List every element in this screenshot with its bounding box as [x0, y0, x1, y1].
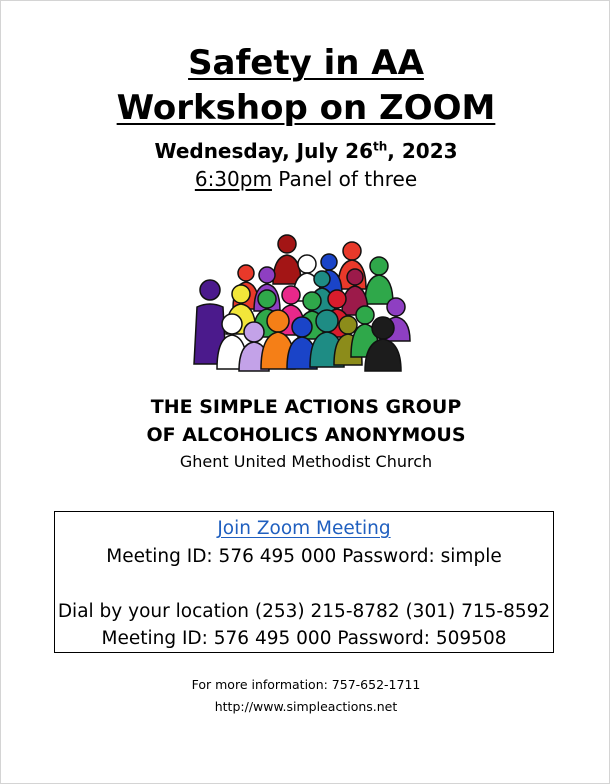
group-name-line-1: THE SIMPLE ACTIONS GROUP: [150, 396, 462, 418]
figure-green-back: [365, 257, 393, 304]
date-prefix: Wednesday, July 26: [154, 139, 374, 163]
date-suffix: , 2023: [387, 139, 458, 163]
event-date: [1, 139, 610, 163]
date-ordinal: th: [373, 139, 388, 154]
group-name-line-2: OF ALCOHOLICS ANONYMOUS: [146, 424, 466, 446]
church-name: Ghent United Methodist Church: [179, 452, 433, 471]
dial-in-numbers: Dial by your location (253) 215-8782 (301) 715-8592: [57, 601, 551, 622]
time-value: 6:30pm: [194, 167, 272, 191]
title-line-2: Workshop on ZOOM: [116, 88, 496, 128]
diverse-people-illustration: [189, 229, 419, 379]
join-zoom-link[interactable]: Join Zoom Meeting: [217, 518, 391, 539]
figure-dark-red: [273, 235, 301, 284]
meeting-id-password-1: Meeting ID: 576 495 000 Password: simple: [106, 546, 502, 567]
event-time: [1, 167, 610, 191]
title-line-1: Safety in AA: [188, 43, 424, 83]
contact-info: For more information: 757-652-1711: [191, 677, 421, 692]
meeting-id-password-2: Meeting ID: 576 495 000 Password: 509508: [101, 628, 507, 649]
zoom-details-box: [54, 511, 554, 653]
time-description: Panel of three: [271, 167, 418, 191]
website-url[interactable]: http://www.simpleactions.net: [214, 699, 398, 714]
